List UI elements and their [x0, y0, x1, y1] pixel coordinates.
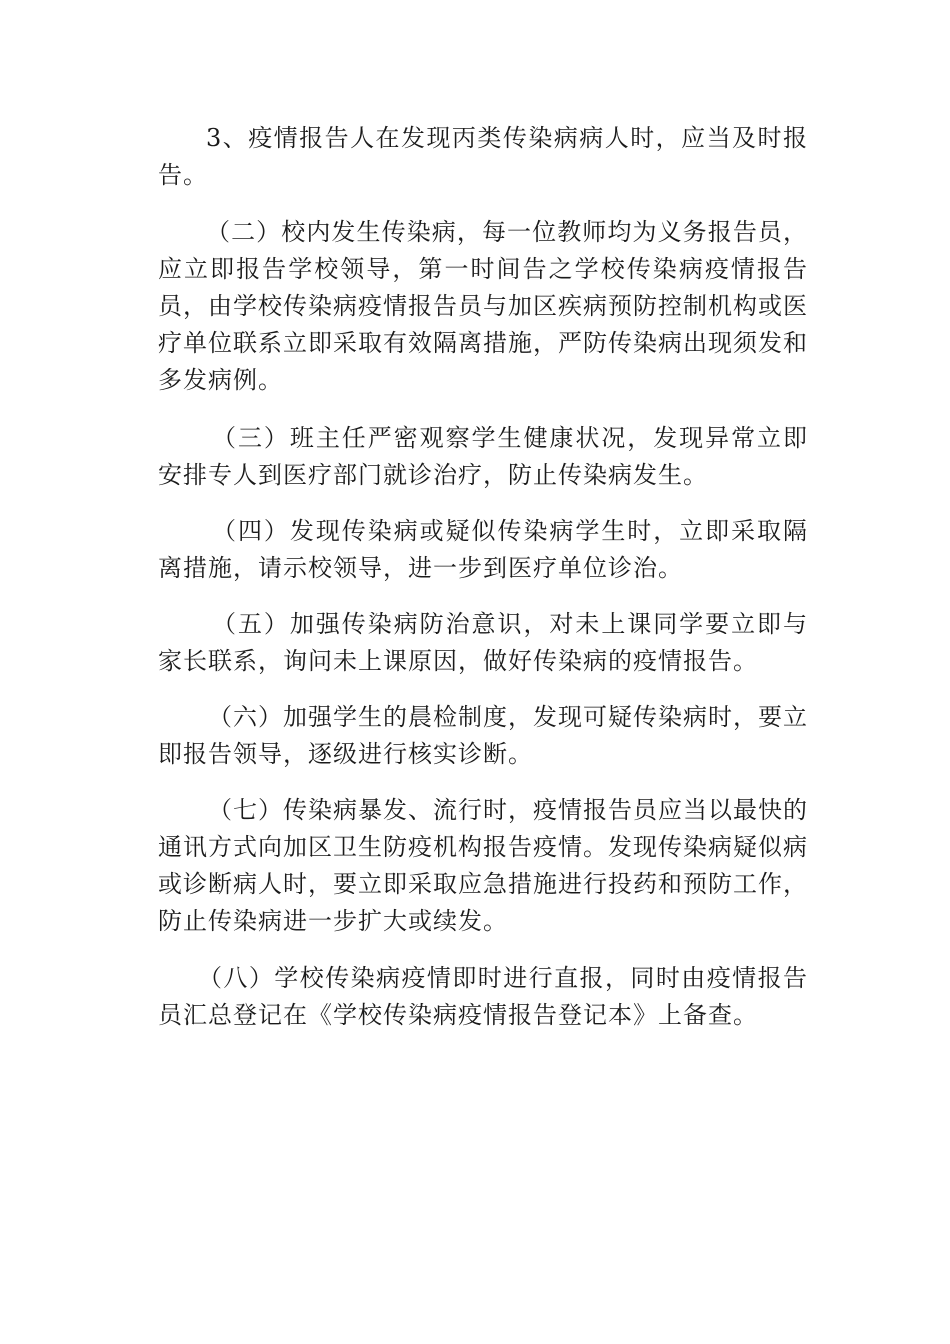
paragraph-section-3: （三）班主任严密观察学生健康状况，发现异常立即安排专人到医疗部门就诊治疗，防止传染病发生。: [158, 424, 808, 489]
paragraph-section-4: （四）发现传染病或疑似传染病学生时，立即采取隔离措施，请示校领导，进一步到医疗单位诊治。: [158, 517, 808, 582]
paragraph-section-6: （六）加强学生的晨检制度，发现可疑传染病时，要立即报告领导，逐级进行核实诊断。: [158, 703, 808, 768]
paragraph-item-3: 3、疫情报告人在发现丙类传染病病人时，应当及时报告。: [158, 124, 808, 189]
paragraph-section-7: （七）传染病暴发、流行时，疫情报告员应当以最快的通讯方式向加区卫生防疫机构报告疫情。发现传染病疑似病或诊断病人时，要立即采取应急措施进行投药和预防工作，防止传染病进一步扩大或续发。: [158, 796, 808, 935]
paragraph-section-2: （二）校内发生传染病，每一位教师均为义务报告员，应立即报告学校领导，第一时间告之学校传染病疫情报告员，由学校传染病疫情报告员与加区疾病预防控制机构或医疗单位联系立即采取有效隔离措施，严防传染病出现须发和多发病例。: [158, 218, 808, 394]
paragraph-section-5: （五）加强传染病防治意识，对未上课同学要立即与家长联系，询问未上课原因，做好传染病的疫情报告。: [158, 610, 808, 675]
paragraph-section-8: （八）学校传染病疫情即时进行直报，同时由疫情报告员汇总登记在《学校传染病疫情报告登记本》上备查。: [158, 964, 808, 1029]
